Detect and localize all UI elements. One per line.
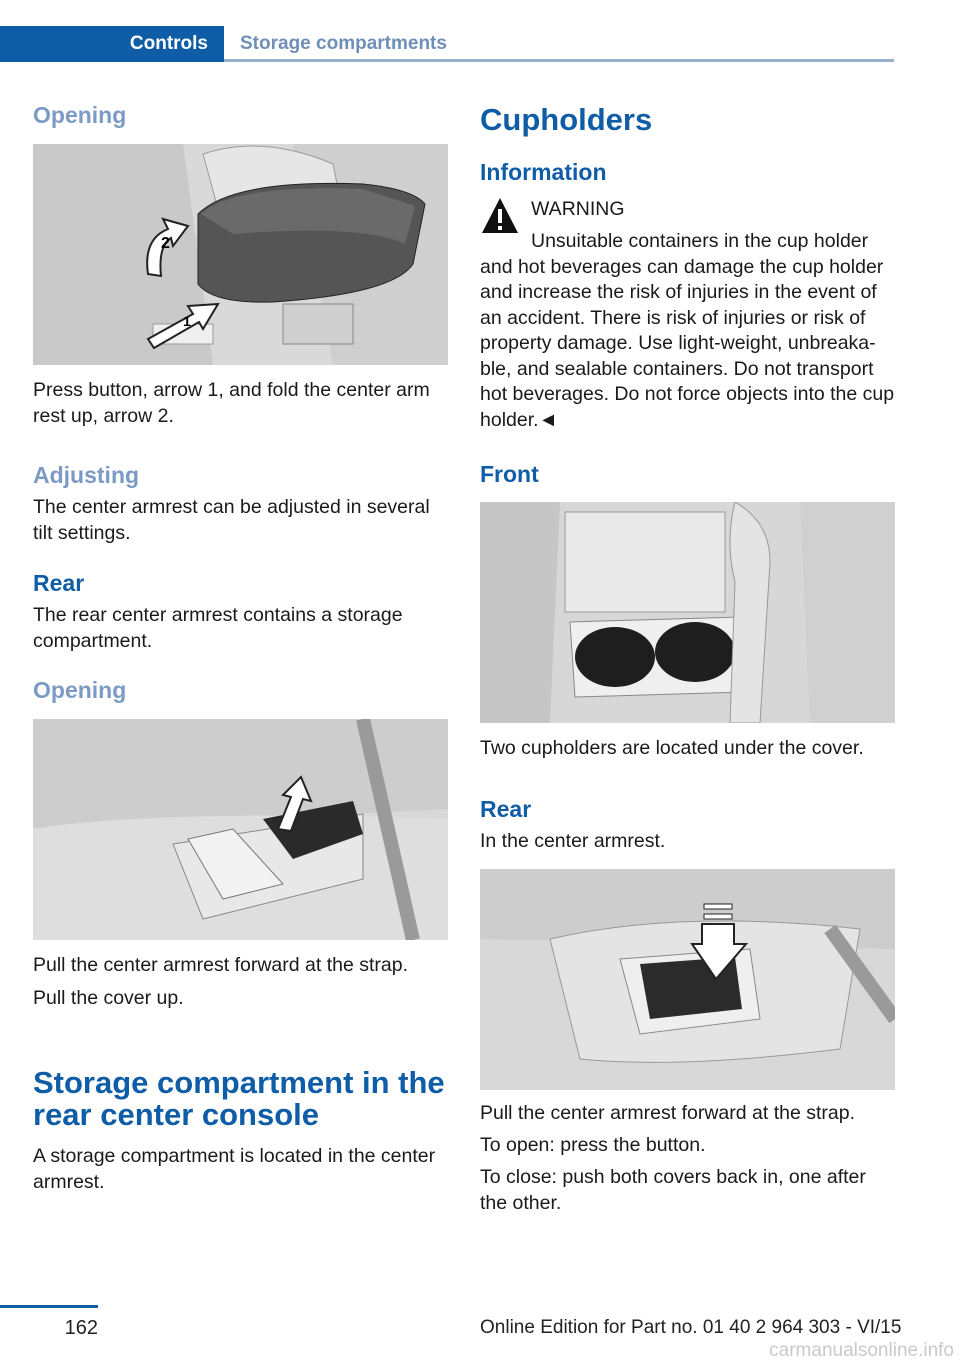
footer-rule — [0, 1305, 98, 1308]
warning-title: WARNING — [531, 198, 625, 220]
warning-text: Unsuitable containers in the cup holder and hot beverages can damage the cup holder and increase the risk of injuries in the event of an accident. There is risk of injuries or risk of property damage. Use light-weight, unbreaka-ble, and sealable containers. Do not transport hot beverages. Do not force objects into the cup holder.◄ — [480, 230, 895, 431]
adjusting-heading: Adjusting — [33, 462, 140, 488]
page-header — [0, 26, 894, 62]
rear-cup-text-2: To open: press the button. — [480, 1134, 706, 1156]
information-heading: Information — [480, 159, 607, 185]
rear-text: The rear center armrest contains a storage compartment. — [33, 604, 403, 652]
rear-cup-text-3: To close: push both covers back in, one after the other. — [480, 1166, 866, 1214]
arrow-2-label: 2 — [161, 235, 170, 252]
opening-text-2b: Pull the cover up. — [33, 987, 184, 1009]
figure-front-cupholders — [480, 502, 895, 723]
header-rule — [224, 59, 894, 62]
watermark[interactable]: carmanualsonline.info — [769, 1340, 954, 1361]
figure-front-armrest — [33, 144, 448, 365]
front-heading: Front — [480, 461, 539, 487]
cupholders-heading: Cupholders — [480, 102, 653, 137]
rear-cup-heading: Rear — [480, 796, 532, 822]
storage-heading: Storage compartment in the rear center console — [33, 1065, 445, 1132]
opening-heading-2: Opening — [33, 677, 127, 703]
opening-heading-1: Opening — [33, 102, 127, 128]
arrow-1-label: 1 — [183, 313, 191, 329]
edition-text: Online Edition for Part no. 01 40 2 964 303 - VI/15 — [480, 1317, 902, 1338]
chapter-tab: Controls — [0, 26, 224, 62]
storage-text: A storage compartment is located in the center armrest. — [33, 1145, 436, 1193]
page-number: 162 — [64, 1317, 98, 1339]
opening-text-2a: Pull the center armrest forward at the strap. — [33, 954, 408, 976]
front-text: Two cupholders are located under the cover. — [480, 737, 864, 759]
adjusting-text: The center armrest can be adjusted in several tilt settings. — [33, 496, 430, 544]
section-title: Storage compartments — [240, 33, 447, 54]
rear-cup-text: In the center armrest. — [480, 830, 666, 852]
rear-heading: Rear — [33, 570, 85, 596]
opening-text-1: Press button, arrow 1, and fold the center arm rest up, arrow 2. — [33, 379, 430, 427]
figure-rear-cupholders — [480, 869, 895, 1090]
rear-cup-text-1: Pull the center armrest forward at the strap. — [480, 1102, 855, 1124]
figure-rear-armrest — [33, 719, 448, 940]
